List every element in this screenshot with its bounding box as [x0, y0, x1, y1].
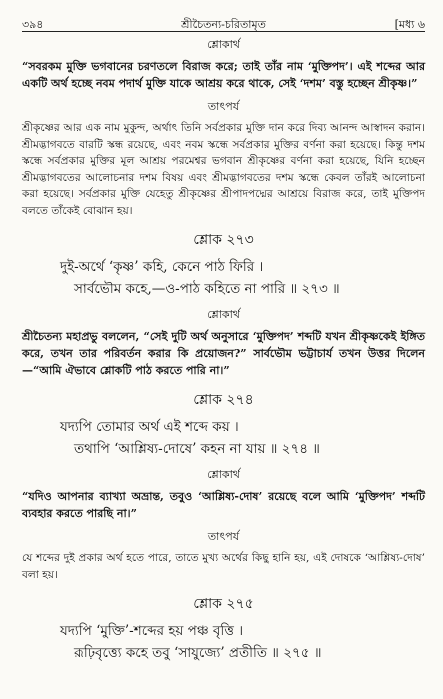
verse-line: রূঢ়িবৃত্ত্যে কহে তবু ‘সাযুজ্যে’ প্রতীতি ॥ ২৭৫ ॥	[74, 645, 322, 661]
verse	[22, 620, 425, 664]
verse-line: সার্বভৌম কহে,—ও-পাঠ কহিতে না পারি ॥ ২৭৩ ॥	[74, 281, 340, 297]
purport-paragraph: যে শব্দের দুই প্রকার অর্থ হতে পারে, তাতে মুখ্য অর্থের কিছু হানি হয়, এই দোষকে ‘আশ্লিষ্য-দোষ’ বলা হয়।	[22, 552, 425, 581]
translation-paragraph: “সবরকম মুক্তি ভগবানের চরণতলে বিরাজ করে; তাই তাঁর নাম ‘মুক্তিপদ’। এই শব্দের আর একটি অর্থ হচ্ছে নবম পদার্থ মুক্তি যাকে আশ্রয় করে থাকে, সেই ‘দশম’ বস্তু হচ্ছেন শ্রীকৃষ্ণ।”	[22, 60, 425, 90]
section-label: শ্লোকার্থ	[207, 468, 240, 481]
page-body	[22, 36, 425, 664]
verse	[22, 256, 425, 300]
header-rule	[22, 31, 425, 32]
verse-line: যদ্যপি ‘মুক্তি’-শব্দের হয় পঞ্চ বৃত্তি ।	[60, 623, 244, 639]
page-header	[22, 0, 425, 30]
page-number: ৩৯৪	[22, 18, 44, 31]
section-label: তাৎপর্য	[207, 100, 240, 113]
verse-number: শ্লোক ২৭৩	[193, 232, 254, 248]
book-title: শ্রীচৈতন্য-চরিতামৃত	[181, 18, 266, 31]
translation-paragraph: “যদিও আপনার ব্যাখ্যা অভ্রান্ত, তবুও ‘আশ্লিষ্য-দোষ’ রয়েছে বলে আমি ‘মুক্তিপদ’ শব্দটি ব্যবহার করতে পারছি না।”	[22, 490, 425, 520]
verse-number: শ্লোক ২৭৪	[193, 392, 254, 408]
section-label: শ্লোকার্থ	[207, 38, 240, 51]
verse	[22, 416, 425, 460]
verse-line: যদ্যপি তোমার অর্থ এই শব্দে কয় ।	[60, 419, 239, 435]
chapter-reference: [মধ্য ৬	[394, 18, 425, 31]
verse-line: তথাপি ‘আশ্লিষ্য-দোষে’ কহন না যায় ॥ ২৭৪ ॥	[74, 441, 320, 457]
purport-paragraph: শ্রীকৃষ্ণের আর এক নাম মুকুন্দ, অর্থাৎ তিনি সর্বপ্রকার মুক্তি দান করে দিব্য আনন্দ আস্বাদন করান। শ্রীমদ্ভাগবতে বারটি স্কন্ধ রয়েছে, এবং নবম স্কন্ধে সর্বপ্রকার মুক্তির বর্ণনা করা হয়েছে। কিন্তু দশম স্কন্ধে সর্বপ্রকার মুক্তির মূল আশ্রয় পরমেশ্বর ভগবান শ্রীকৃষ্ণের বর্ণনা করা হয়েছে, যিনি হচ্ছেন শ্রীমদ্ভাগবতের আলোচনার দশম বিষয় এবং শ্রীমদ্ভাগবতের দশম স্কন্ধে কেবল তাঁরই আলোচনা করা হয়েছে। সর্বপ্রকার মুক্তি যেহেতু শ্রীকৃষ্ণের শ্রীপাদপদ্মের আশ্রয়ে বিরাজ করে, তাই মুক্তিপদ বলতে তাঁকেই বোঝান হয়।	[22, 122, 425, 217]
translation-paragraph: শ্রীচৈতন্য মহাপ্রভু বললেন, “সেই দুটি অর্থ অনুসারে ‘মুক্তিপদ’ শব্দটি যখন শ্রীকৃষ্ণকেই ইঙ্গিত করে, তখন তার পরিবর্তন করার কি প্রয়োজন?” সার্বভৌম ভট্টাচার্য তখন উত্তর দিলেন—“আমি ঐভাবে শ্লোকটি পাঠ করতে পারি না।”	[22, 330, 425, 377]
section-label: শ্লোকার্থ	[207, 308, 240, 321]
verse-line: দুই-অর্থে ‘কৃষ্ণ’ কহি, কেনে পাঠ ফিরি ।	[60, 259, 264, 275]
section-label: তাৎপর্য	[207, 530, 240, 543]
verse-number: শ্লোক ২৭৫	[193, 596, 254, 612]
